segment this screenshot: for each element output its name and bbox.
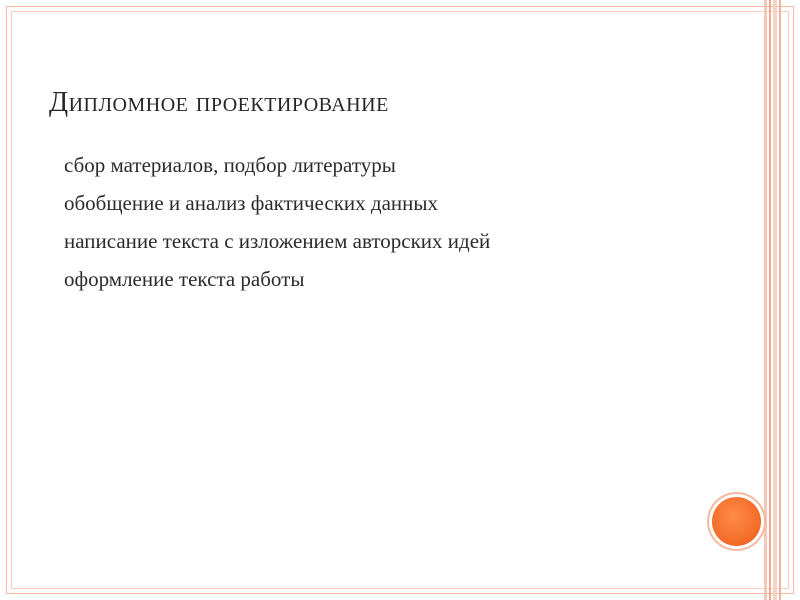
side-stripe xyxy=(773,0,777,600)
bullet-text: оформление текста работы xyxy=(64,266,305,291)
side-stripe xyxy=(769,0,771,600)
side-stripes xyxy=(764,0,786,600)
list-item xyxy=(40,260,490,298)
list-item xyxy=(40,184,490,222)
list-item xyxy=(40,222,490,260)
list-item xyxy=(40,146,490,184)
orange-circle-icon xyxy=(712,497,761,546)
bullet-text: сбор материалов, подбор литературы xyxy=(64,152,396,177)
bullet-text: обобщение и анализ фактических данных xyxy=(64,190,439,215)
bullet-text: написание текста с изложением авторских идей xyxy=(64,228,491,253)
slide-title: Дипломное проектирование xyxy=(49,87,389,118)
side-stripe xyxy=(764,0,767,600)
side-stripe xyxy=(779,0,781,600)
bullet-list xyxy=(40,146,490,298)
